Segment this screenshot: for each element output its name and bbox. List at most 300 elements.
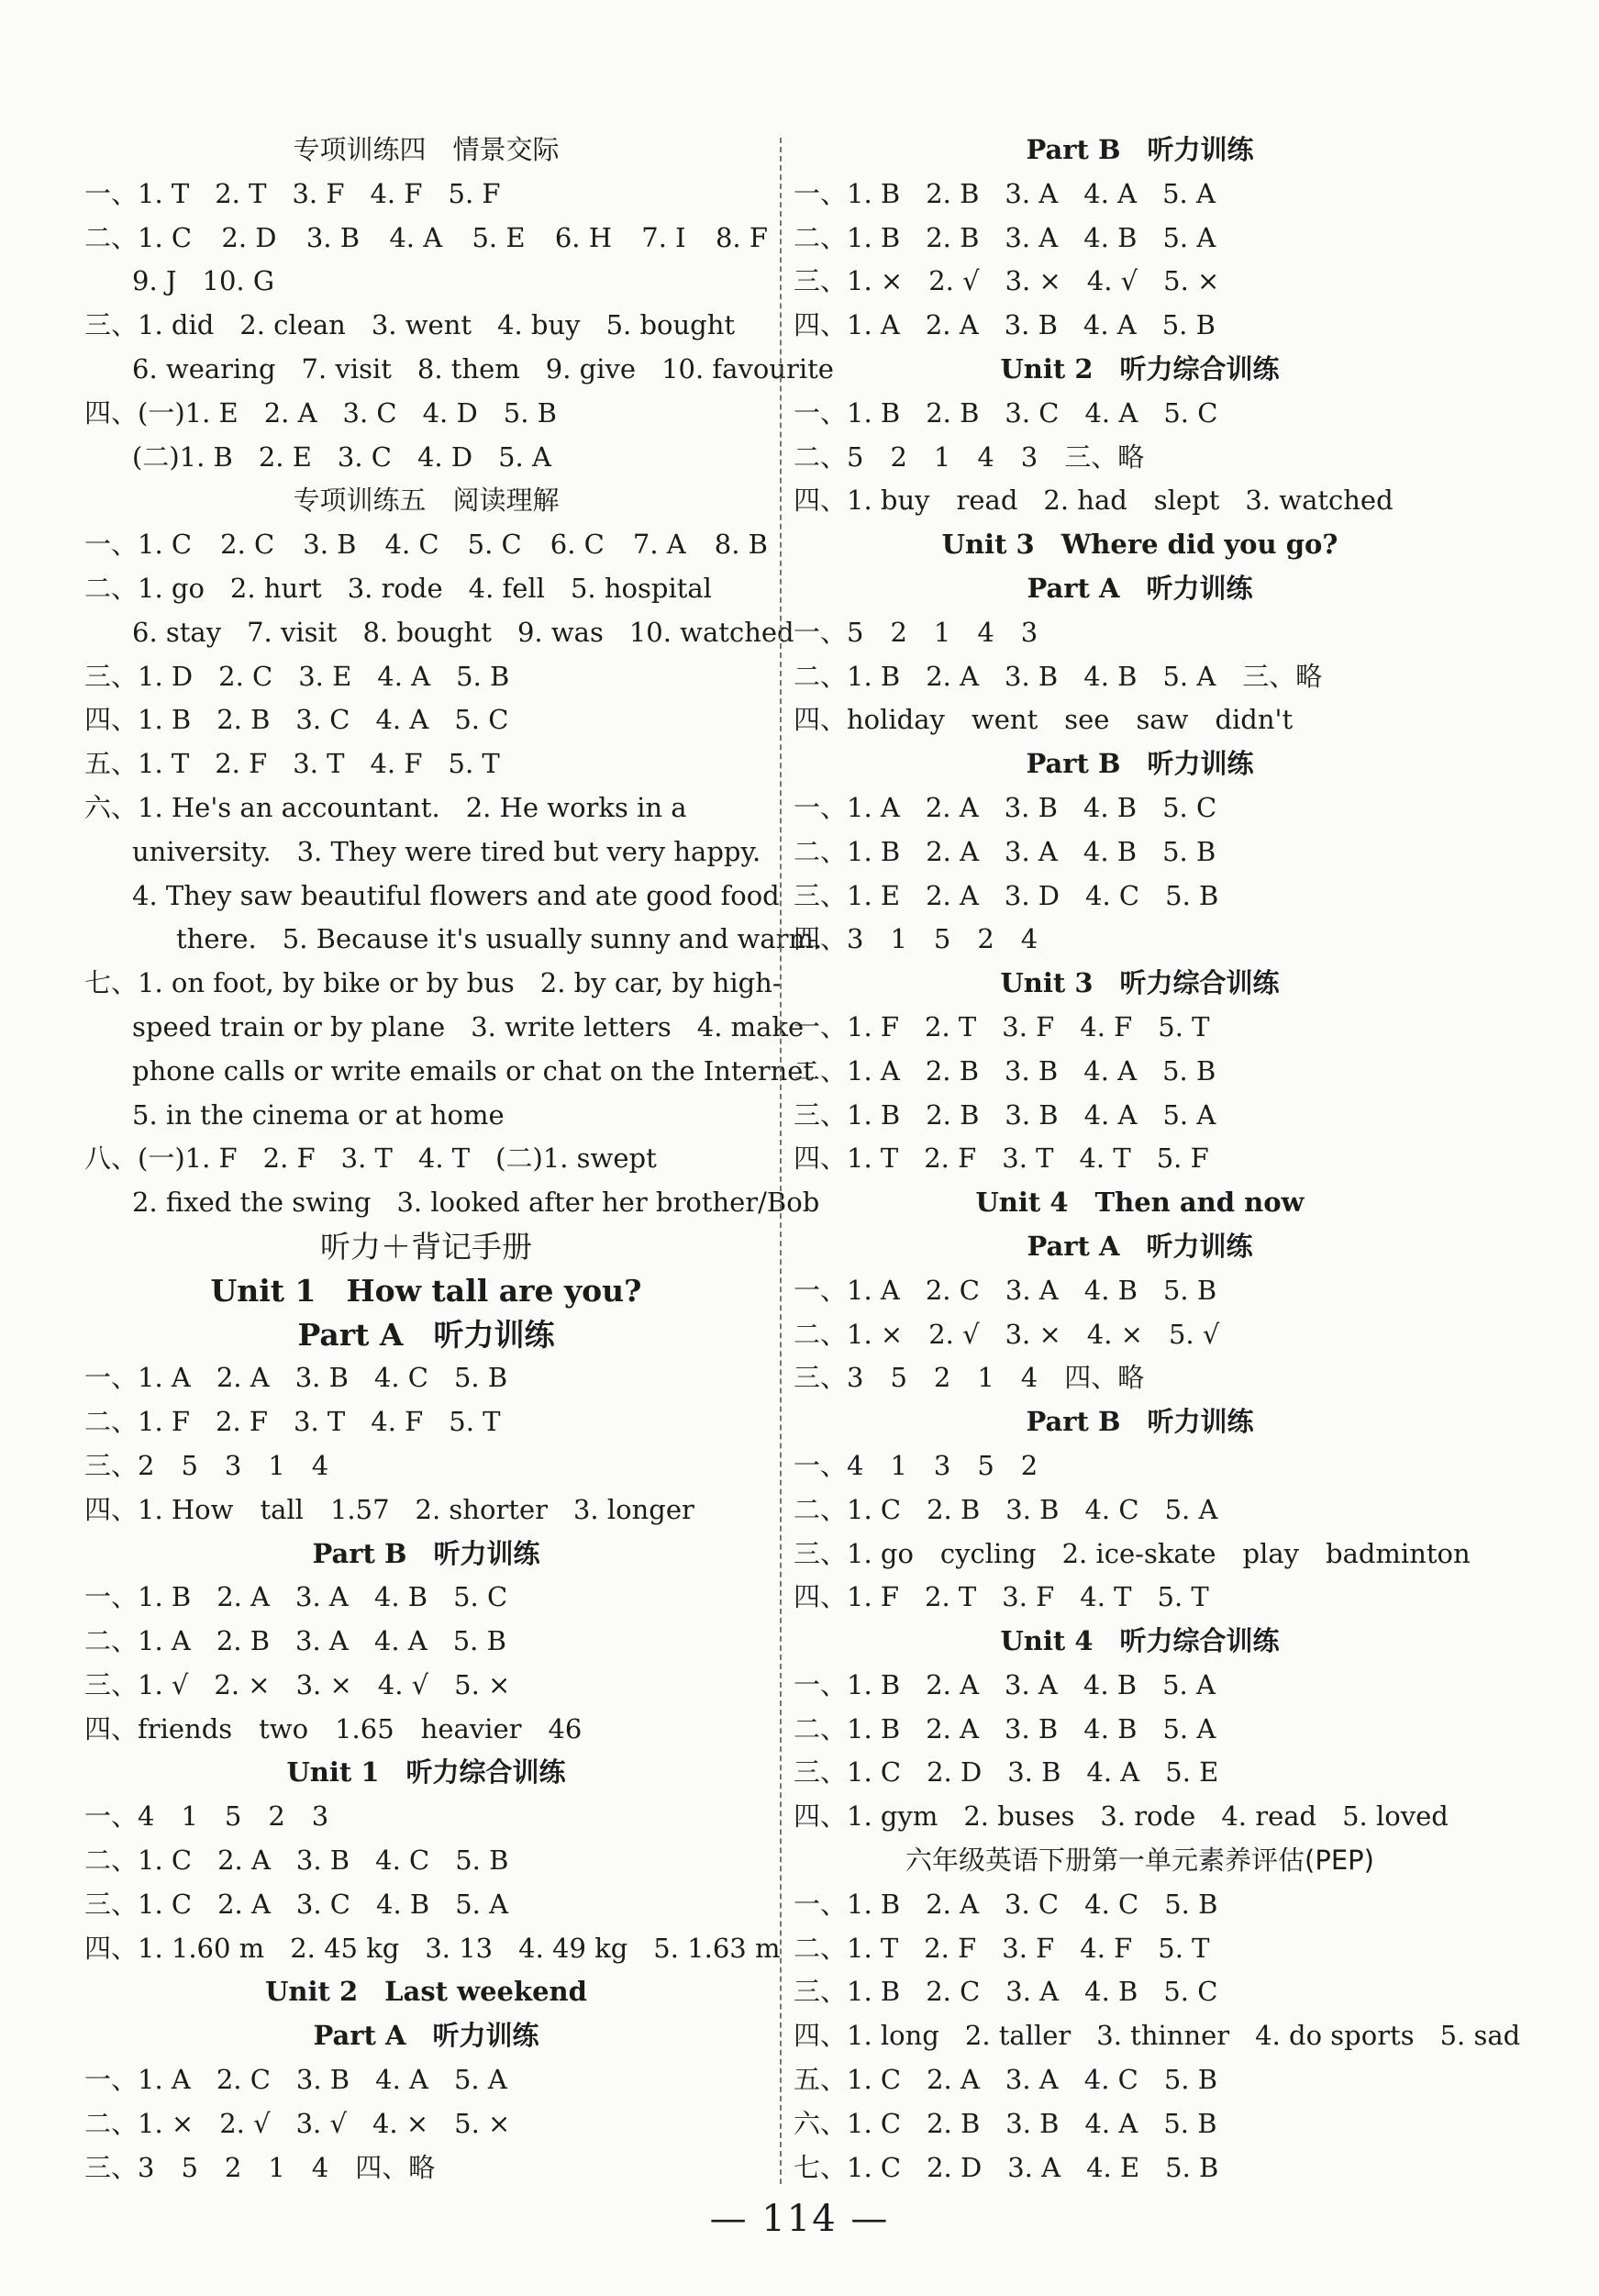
answer-line — [794, 1927, 1486, 1971]
answer-item: 9. give — [545, 352, 637, 385]
answer-item: 三、1. × — [794, 265, 904, 297]
answer-line — [84, 217, 768, 261]
answer-item: 3. C — [295, 704, 350, 736]
answer-line — [794, 2102, 1486, 2146]
answer-item: 10. favourite — [661, 352, 834, 385]
answer-item: 2. He works in a — [465, 791, 687, 823]
answer-item: 5. A — [1164, 1493, 1218, 1525]
answer-item: 2. F — [216, 1406, 269, 1438]
right-column — [794, 128, 1521, 2190]
answer-line — [84, 1664, 768, 1708]
answer-item: 二、1. C — [794, 1493, 902, 1525]
answer-item: 七、1. C — [794, 2151, 902, 2183]
answer-item: 4. D — [416, 440, 473, 473]
answer-item: 4. B — [1083, 1712, 1138, 1744]
answer-item: 2. E — [258, 440, 312, 473]
answer-item: 4. 49 kg — [518, 1932, 628, 1964]
answer-item: 4. E — [1086, 2151, 1140, 2183]
answer-line — [84, 1050, 815, 1094]
answer-item: 3. B — [1005, 1712, 1059, 1744]
answer-item: 4. C — [375, 1845, 430, 1877]
answer-line — [84, 1137, 768, 1181]
answer-item: 一、1. T — [84, 177, 190, 209]
answer-item: 四、1. gym — [794, 1800, 938, 1833]
answer-item: 2. A — [926, 1712, 980, 1744]
answer-line — [794, 1094, 1486, 1138]
answer-item: 5. A — [1162, 1098, 1216, 1131]
answer-item: 3. B — [1005, 1098, 1059, 1131]
answer-item: 六、1. C — [794, 2107, 902, 2139]
answer-line — [84, 1883, 768, 1927]
answer-item: 2. F — [924, 1932, 977, 1964]
answer-line — [84, 436, 768, 480]
answer-item: 2. A — [926, 879, 979, 911]
answer-item: 5. bought — [605, 309, 736, 341]
answer-item: 3. B — [305, 221, 361, 253]
answer-item: 2. by car, by high- — [539, 967, 782, 999]
answer-item: 2. A — [217, 1888, 271, 1920]
answer-line — [84, 1181, 820, 1225]
answer-item: 3. × — [1005, 1318, 1061, 1350]
answer-line — [794, 1533, 1486, 1577]
answer-item: 二、1. B — [794, 1712, 901, 1744]
answer-line — [84, 2102, 768, 2146]
answer-item: 3. write letters — [471, 1010, 672, 1042]
answer-item: 3. T — [1002, 1142, 1054, 1175]
answer-item: 3. A — [295, 1581, 349, 1613]
answer-item: 一、4 1 3 5 2 — [794, 1449, 1038, 1481]
section-heading: Part A 听力训练 — [297, 1316, 555, 1353]
answer-item: 二、1. × — [84, 2107, 194, 2139]
left-column — [84, 128, 834, 2190]
answer-item: (二)1. B — [132, 440, 233, 473]
answer-item: 三、1. D — [84, 660, 194, 692]
answer-item: 4. B — [1083, 791, 1138, 823]
answer-item: 3. B — [1004, 309, 1058, 341]
answer-line — [794, 392, 1486, 436]
answer-item: 2. √ — [219, 2107, 271, 2139]
answer-item: 5. B — [1161, 309, 1216, 341]
answer-line — [84, 655, 768, 699]
answer-item: 四、friends two 1.65 heavier 46 — [84, 1712, 583, 1744]
answer-item: 3. D — [1004, 879, 1060, 911]
answer-item: 3. rode — [1100, 1800, 1196, 1833]
answer-line — [794, 479, 1486, 523]
answer-line — [794, 1708, 1486, 1752]
answer-item: 3. A — [1005, 1668, 1058, 1700]
answer-item: 4. B — [1083, 660, 1138, 692]
answer-item: 4. F — [370, 177, 423, 209]
answer-item: 4. B — [1083, 1274, 1138, 1306]
section-heading: Part B 听力训练 — [1026, 1406, 1254, 1438]
answer-item: 一、1. A — [794, 791, 900, 823]
answer-item: 4. C — [1084, 1493, 1139, 1525]
section-heading: 专项训练四 情景交际 — [293, 134, 560, 165]
answer-item: 5. T — [1158, 1932, 1210, 1964]
answer-line — [794, 436, 1486, 480]
answer-item: 3. went — [371, 309, 472, 341]
answer-line — [84, 875, 780, 919]
answer-item: 5. T — [448, 748, 500, 780]
column-divider — [780, 138, 782, 2184]
answer-item: speed train or by plane — [132, 1010, 446, 1042]
answer-line — [84, 962, 782, 1006]
answer-item: 2. B — [926, 1098, 980, 1131]
answer-item: 2. buses — [963, 1800, 1075, 1833]
answer-item: 5. C — [1163, 1976, 1218, 2008]
answer-item: 4. do sports — [1255, 2020, 1415, 2052]
answer-item: 2. √ — [928, 265, 980, 297]
answer-item: 5. B — [456, 660, 510, 692]
answer-line — [84, 786, 768, 830]
answer-item: 2. T — [925, 1581, 977, 1613]
section-heading: 专项训练五 阅读理解 — [293, 485, 560, 517]
answer-item: 5. E — [472, 221, 526, 253]
answer-item: there. — [176, 923, 257, 955]
answer-item: 二、1. B — [794, 221, 901, 253]
answer-item: 5. C — [453, 1581, 508, 1613]
answer-line — [794, 918, 1486, 962]
answer-item: 5. in the cinema or at home — [132, 1098, 505, 1131]
answer-item: 三、1. B — [794, 1098, 901, 1131]
answer-item: 7. visit — [247, 616, 338, 648]
answer-item: 4. B — [376, 1888, 430, 1920]
answer-item: 5. A — [453, 2064, 507, 2096]
answer-item: 5. C — [454, 704, 509, 736]
answer-line — [84, 1094, 768, 1138]
answer-item: 7. I — [641, 221, 686, 253]
answer-item: 6. H — [554, 221, 612, 253]
answer-item: 10. G — [202, 265, 275, 297]
answer-item: 4. D — [422, 396, 478, 429]
answer-item: 四、3 1 5 2 4 — [794, 923, 1038, 955]
section-heading: Part B 听力训练 — [1026, 748, 1254, 780]
answer-item: 2. 45 kg — [290, 1932, 400, 1964]
answer-item: 2. T — [215, 177, 267, 209]
answer-item: 一、1. B — [794, 1888, 901, 1920]
answer-line — [84, 523, 768, 567]
answer-item: 4. A — [1083, 177, 1138, 209]
answer-item: 五、1. T — [84, 748, 190, 780]
answer-item: 2. hurt — [229, 572, 322, 604]
answer-item: 5. C — [1163, 396, 1218, 429]
answer-item: 二、1. go — [84, 572, 205, 604]
answer-item: 2. B — [927, 1493, 981, 1525]
answer-line — [84, 567, 768, 611]
answer-item: 3. A — [295, 1625, 349, 1657]
answer-item: 5. B — [503, 396, 557, 429]
answer-item: 2. C — [218, 660, 273, 692]
answer-item: 4. A — [389, 221, 443, 253]
answer-line — [84, 173, 768, 217]
answer-item: 七、1. on foot, by bike or by bus — [84, 967, 515, 999]
answer-item: 4. B — [373, 1581, 428, 1613]
answer-item: phone calls or write emails or chat on the Internet — [132, 1054, 815, 1087]
answer-item: 4. × — [1086, 1318, 1143, 1350]
answer-line — [794, 875, 1486, 919]
answer-item: 4. T — [417, 1142, 471, 1175]
answer-item: 4. They saw beautiful flowers and ate good food — [132, 879, 780, 911]
answer-line — [84, 2058, 768, 2102]
answer-item: 三、1. B — [794, 1976, 901, 2008]
answer-item: 5. × — [1163, 265, 1220, 297]
answer-item: 5. A — [1162, 1712, 1216, 1744]
answer-item: 2. A — [217, 1845, 271, 1877]
answer-item: 3. T — [293, 748, 345, 780]
answer-item: 2. A — [925, 309, 979, 341]
answer-item: 8. F — [715, 221, 768, 253]
section-heading: Unit 2 听力综合训练 — [1000, 352, 1280, 385]
page-number: — 114 — — [709, 2198, 890, 2240]
section-heading: Unit 3 Where did you go? — [941, 529, 1338, 561]
answer-item: 三、1. C — [84, 1888, 193, 1920]
answer-item: 二、1. B — [794, 660, 901, 692]
answer-item: 四、1. long — [794, 2020, 939, 2052]
answer-line — [794, 1576, 1486, 1620]
section-heading: Part B 听力训练 — [1026, 134, 1254, 165]
answer-item: 4. A — [1086, 1756, 1140, 1789]
answer-item: 5. A — [1162, 1668, 1216, 1700]
answer-item: 三、2 5 3 1 4 — [84, 1449, 329, 1481]
answer-line — [84, 742, 768, 786]
answer-line — [84, 348, 834, 392]
answer-item: 一、1. F — [794, 1010, 900, 1042]
answer-line — [794, 1313, 1486, 1357]
answer-line — [84, 611, 794, 655]
answer-item: 3. F — [1002, 1932, 1055, 1964]
answer-line — [84, 260, 768, 304]
answer-item: 6. wearing — [132, 352, 276, 385]
answer-item: 3. B — [1005, 1054, 1059, 1087]
answer-item: 5. loved — [1342, 1800, 1449, 1833]
answer-item: 4. A — [375, 2064, 428, 2096]
answer-item: 六、1. He's an accountant. — [84, 791, 440, 823]
answer-item: 3. A — [1005, 835, 1058, 867]
answer-item: 2. D — [927, 1756, 983, 1789]
answer-item: 5. B — [455, 1845, 509, 1877]
answer-item: 一、5 2 1 4 3 — [794, 616, 1038, 648]
answer-item: 6. C — [550, 529, 605, 561]
answer-line — [84, 1576, 768, 1620]
answer-item: 3. A — [1005, 221, 1059, 253]
answer-item: 8. B — [714, 529, 768, 561]
answer-item: 2. F — [262, 1142, 316, 1175]
answer-item: 7. A — [632, 529, 686, 561]
answer-item: 四、(一)1. E — [84, 396, 239, 429]
section-heading: Unit 1 How tall are you? — [210, 1272, 642, 1309]
answer-item: 一、1. B — [794, 396, 901, 429]
answer-item: 8. them — [416, 352, 520, 385]
answer-item: 4. T — [1080, 1581, 1132, 1613]
answer-item: 3. A — [1005, 2064, 1059, 2096]
answer-item: 3. B — [1007, 1756, 1061, 1789]
answer-item: 3. F — [1002, 1581, 1055, 1613]
answer-item: 5. T — [1157, 1581, 1209, 1613]
answer-item: 2. had slept — [1043, 485, 1220, 517]
answer-line — [794, 1269, 1486, 1313]
answer-item: 三、3 5 2 1 4 四、略 — [84, 2151, 436, 2183]
answer-item: 三、3 5 2 1 4 四、略 — [794, 1362, 1145, 1394]
answer-item: 5. B — [1164, 1888, 1218, 1920]
answer-item: 一、1. A — [84, 2064, 191, 2096]
answer-item: 2. A — [927, 2064, 980, 2096]
answer-item: 3. rode — [347, 572, 443, 604]
answer-item: 4. C — [1085, 879, 1140, 911]
answer-line — [84, 1839, 768, 1883]
answer-item: 4. C — [1084, 1888, 1139, 1920]
answer-line — [794, 655, 1486, 699]
answer-item: 2. C — [926, 1976, 981, 2008]
section-heading: Unit 1 听力综合训练 — [286, 1756, 566, 1789]
answer-item: 5. B — [1162, 835, 1216, 867]
answer-item: 3. A — [1007, 2151, 1061, 2183]
answer-item: 3. F — [292, 177, 345, 209]
answer-line — [84, 830, 768, 875]
answer-item: 3. watched — [1245, 485, 1394, 517]
answer-item: 2. B — [926, 221, 980, 253]
answer-item: 4. F — [1080, 1932, 1133, 1964]
answer-item: 一、1. B — [84, 1581, 192, 1613]
answer-item: 二、1. C — [84, 221, 193, 253]
answer-line — [84, 1708, 768, 1752]
answer-item: 4. √ — [1086, 265, 1138, 297]
answer-item: 3. A — [1005, 1976, 1060, 2008]
answer-item: 4. F — [371, 1406, 424, 1438]
answer-item: 5. × — [454, 1668, 511, 1700]
answer-item: 5. hospital — [570, 572, 712, 604]
answer-item: (二)1. swept — [495, 1142, 657, 1175]
section-heading: 六年级英语下册第一单元素养评估(PEP) — [905, 1845, 1374, 1877]
answer-item: 5. B — [1165, 2151, 1219, 2183]
answer-line — [794, 1006, 1486, 1050]
answer-item: 2. C — [216, 2064, 271, 2096]
answer-item: 四、1. 1.60 m — [84, 1932, 265, 1964]
answer-line — [84, 392, 768, 436]
answer-item: 3. T — [294, 1406, 346, 1438]
section-heading: Unit 4 听力综合训练 — [1000, 1625, 1280, 1657]
answer-item: 5. Because it's usually sunny and warm. — [282, 923, 823, 955]
answer-item: 2. A — [926, 1888, 980, 1920]
answer-line — [794, 2058, 1486, 2102]
answer-item: university. — [132, 835, 272, 867]
answer-line — [794, 1664, 1486, 1708]
answer-item: 4. T — [1079, 1142, 1131, 1175]
answer-item: 9. was — [516, 616, 604, 648]
answer-item: 5. F — [1156, 1142, 1209, 1175]
answer-item: 一、1. A — [794, 1274, 900, 1306]
answer-item: 八、(一)1. F — [84, 1142, 238, 1175]
answer-item: 2. A — [217, 1581, 271, 1613]
answer-line — [84, 1927, 781, 1971]
section-heading: Part A 听力训练 — [1027, 1230, 1253, 1262]
answer-item: 2. A — [926, 835, 980, 867]
answer-item: 5. B — [452, 1625, 506, 1657]
answer-item: 二、1. × — [794, 1318, 904, 1350]
answer-item: 2. A — [925, 791, 979, 823]
answer-item: 5. C — [1162, 791, 1217, 823]
answer-item: 2. D — [927, 2151, 983, 2183]
answer-item: 4. A — [1084, 396, 1138, 429]
answer-item: 3. C — [295, 1888, 350, 1920]
answer-line — [794, 173, 1486, 217]
section-heading: Unit 3 听力综合训练 — [1000, 967, 1280, 999]
answer-item: 3. C — [1005, 1888, 1060, 1920]
section-heading: Part A 听力训练 — [313, 2020, 539, 2052]
answer-item: 4. B — [1084, 1976, 1138, 2008]
answer-item: 3. T — [340, 1142, 393, 1175]
answer-item: 2. × — [214, 1668, 271, 1700]
answer-item: 二、1. A — [794, 1054, 900, 1087]
answer-item: 三、1. go cycling — [794, 1537, 1037, 1569]
answer-item: 5. 1.63 m — [653, 1932, 781, 1964]
answer-item: 二、1. F — [84, 1406, 191, 1438]
answer-item: 2. F — [215, 748, 268, 780]
answer-item: 4. B — [1083, 1668, 1138, 1700]
answer-item: 一、1. B — [794, 1668, 901, 1700]
answer-item: 4. F — [1080, 1010, 1133, 1042]
answer-item: 4. √ — [377, 1668, 429, 1700]
answer-item: 3. looked after her brother/Bob — [396, 1187, 820, 1219]
answer-item: 三、1. √ — [84, 1668, 189, 1700]
answer-item: 3. A — [1005, 177, 1059, 209]
section-heading: Part B 听力训练 — [312, 1537, 540, 1569]
answer-line — [84, 2146, 768, 2190]
answer-line — [794, 698, 1486, 742]
section-heading: Part A 听力训练 — [1027, 572, 1253, 604]
answer-line — [794, 260, 1486, 304]
answer-item: 5. A — [1162, 221, 1216, 253]
answer-line — [794, 217, 1486, 261]
answer-item: 五、1. C — [794, 2064, 902, 2096]
answer-item: 3. B — [303, 529, 357, 561]
answer-item: 10. watched — [628, 616, 794, 648]
answer-item: 2. A — [926, 1668, 980, 1700]
answer-item: 2. B — [927, 2107, 981, 2139]
answer-item: 5. E — [1165, 1756, 1219, 1789]
answer-item: 二、5 2 1 4 3 三、略 — [794, 440, 1145, 473]
answer-item: 4. A — [1084, 2107, 1138, 2139]
answer-item: 二、1. B — [794, 835, 901, 867]
answer-item: 二、1. C — [84, 1845, 193, 1877]
answer-item: 2. D — [221, 221, 277, 253]
answer-item: 2. C — [220, 529, 275, 561]
answer-item: 4. read — [1221, 1800, 1317, 1833]
answer-item: 5. F — [448, 177, 501, 209]
answer-item: 9. J — [132, 265, 177, 297]
answer-item: 四、holiday went see saw didn't — [794, 704, 1294, 736]
answer-item: 2. T — [925, 1010, 977, 1042]
answer-item: 4. C — [384, 529, 439, 561]
answer-item: 5. B — [1165, 879, 1219, 911]
answer-line — [794, 304, 1486, 348]
answer-item: 5. A 三、略 — [1162, 660, 1323, 692]
answer-item: 一、1. B — [794, 177, 901, 209]
answer-item: 三、1. E — [794, 879, 901, 911]
answer-item: 3. B — [294, 1362, 349, 1394]
answer-item: 2. B — [926, 396, 980, 429]
answer-item: 5. B — [1162, 1274, 1217, 1306]
answer-item: 4. A — [1083, 1054, 1138, 1087]
answer-item: 四、1. F — [794, 1581, 900, 1613]
answer-item: 3. 13 — [425, 1932, 494, 1964]
answer-line — [794, 1444, 1486, 1488]
answer-item: 4. A — [1083, 309, 1137, 341]
answer-item: 2. taller — [964, 2020, 1072, 2052]
answer-item: 3. A — [1005, 1274, 1059, 1306]
answer-item: 四、1. A — [794, 309, 900, 341]
answer-item: 3. B — [1005, 2107, 1060, 2139]
answer-line — [84, 1356, 768, 1400]
